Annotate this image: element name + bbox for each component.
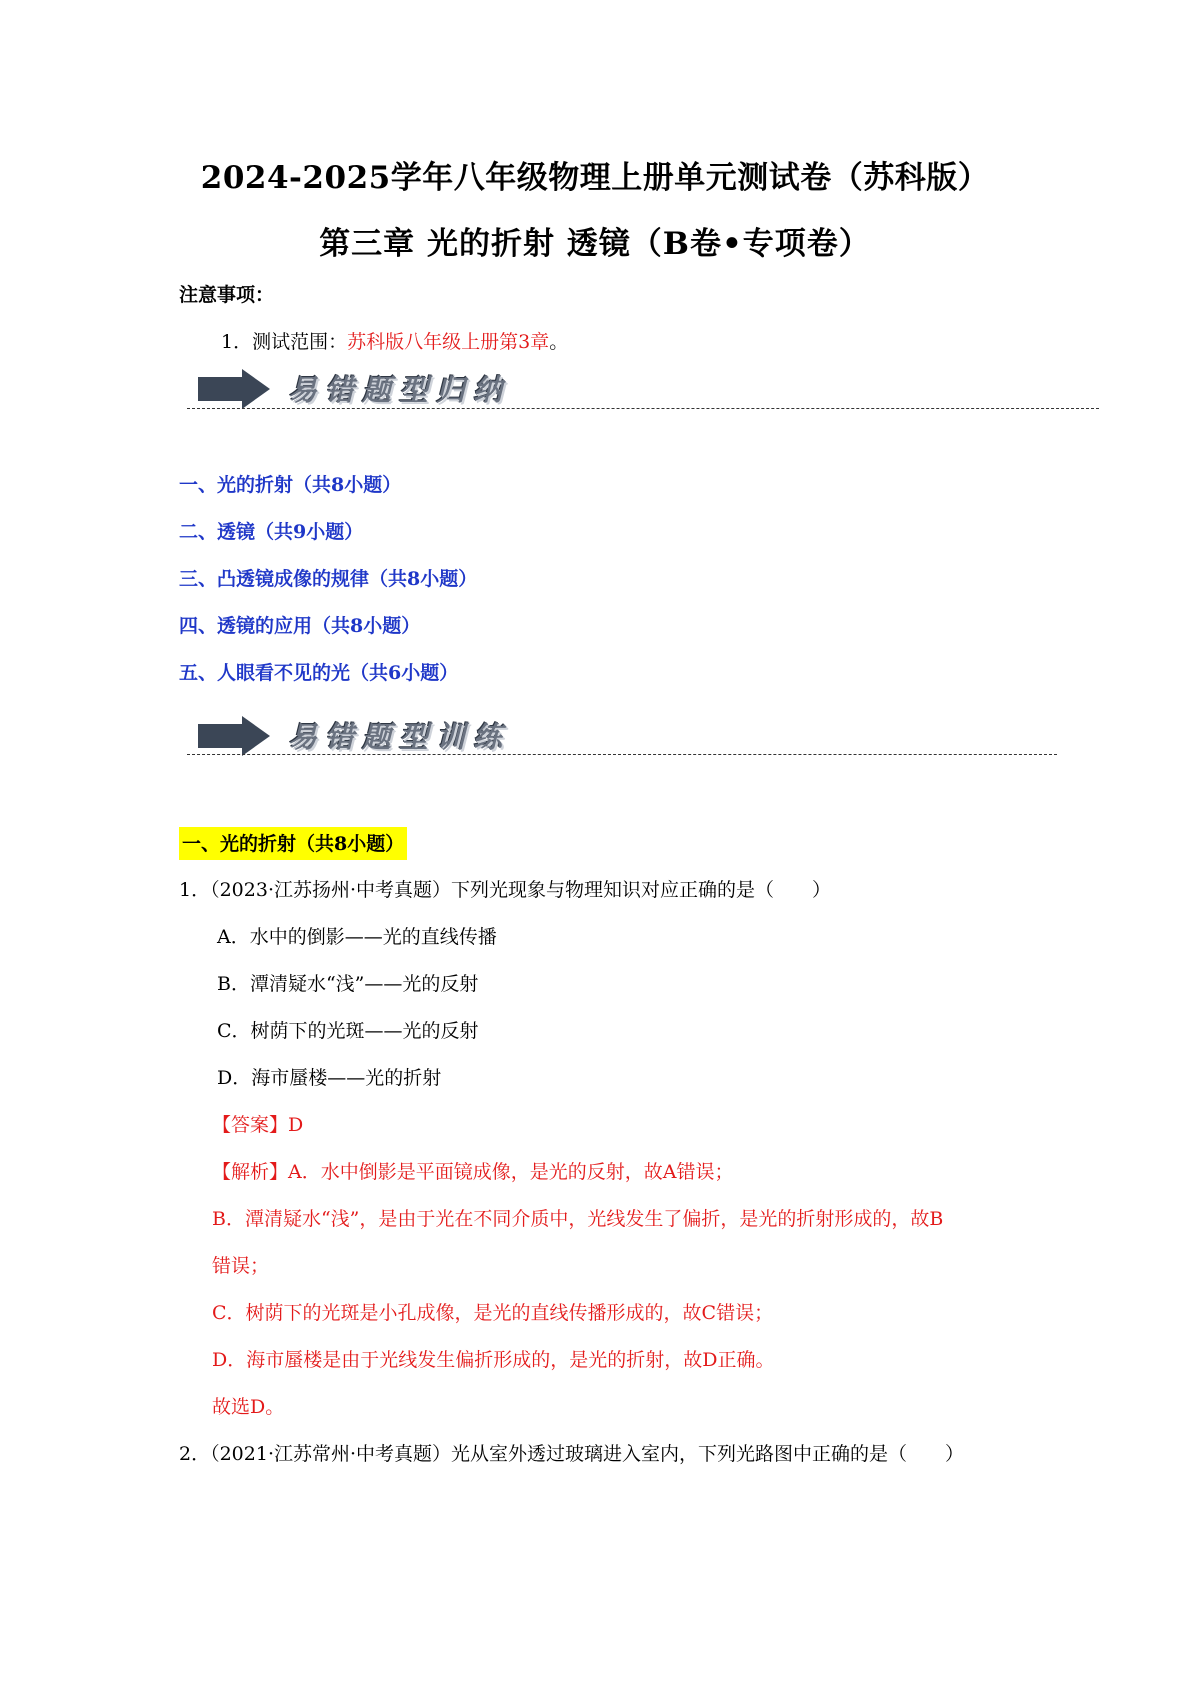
toc-item-4: 四、透镜的应用（共8小题） [179, 615, 421, 637]
chapter-title: 第三章 光的折射 透镜（B卷•专项卷） [319, 226, 871, 262]
question-1-analysis-line: 【解析】A．水中倒影是平面镜成像，是光的反射，故A错误； [212, 1161, 734, 1183]
question-1-option-a: A．水中的倒影——光的直线传播 [217, 926, 497, 948]
toc-item-1: 一、光的折射（共8小题） [179, 474, 402, 496]
notice-label: 注意事项： [179, 284, 275, 306]
summary-banner-title: 易错题型归纳 [288, 373, 511, 407]
question-1-analysis-line: 错误； [212, 1255, 270, 1277]
question-2-stem: 2．（2021·江苏常州·中考真题）光从室外透过玻璃进入室内，下列光路图中正确的是（ ） [179, 1443, 965, 1465]
arrow-right-icon [198, 716, 270, 756]
arrow-right-icon [198, 369, 270, 409]
notice-item-suffix: 。 [549, 331, 569, 353]
summary-banner [198, 364, 798, 414]
question-1-option-b: B．潭清疑水“浅”——光的反射 [217, 973, 479, 995]
question-1-analysis-line: C．树荫下的光斑是小孔成像，是光的直线传播形成的，故C错误； [212, 1302, 774, 1324]
toc-item-3: 三、凸透镜成像的规律（共8小题） [179, 568, 478, 590]
question-1-option-c: C．树荫下的光斑——光的反射 [217, 1020, 479, 1042]
question-1-analysis-line: D．海市蜃楼是由于光线发生偏折形成的，是光的折射，故D正确。 [212, 1349, 775, 1371]
toc-item-2: 二、透镜（共9小题） [179, 521, 364, 543]
document-title: 2024-2025学年八年级物理上册单元测试卷（苏科版） [200, 160, 990, 196]
question-1-stem: 1．（2023·江苏扬州·中考真题）下列光现象与物理知识对应正确的是（ ） [179, 879, 832, 901]
question-1-analysis-line: B．潭清疑水“浅”，是由于光在不同介质中，光线发生了偏折，是光的折射形成的，故B [212, 1208, 944, 1230]
divider-line [187, 408, 1099, 409]
notice-item-scope: 苏科版八年级上册第3章 [347, 331, 550, 353]
training-banner-title: 易错题型训练 [288, 720, 511, 754]
question-1-answer: 【答案】D [212, 1114, 304, 1136]
divider-line [187, 754, 1057, 755]
notice-item-prefix: 1．测试范围： [221, 331, 348, 353]
notice-item [221, 327, 568, 354]
question-1-option-d: D．海市蜃楼——光的折射 [217, 1067, 442, 1089]
section-heading: 一、光的折射（共8小题） [179, 827, 407, 860]
toc-item-5: 五、人眼看不见的光（共6小题） [179, 662, 459, 684]
question-1-analysis-line: 故选D。 [212, 1396, 285, 1418]
